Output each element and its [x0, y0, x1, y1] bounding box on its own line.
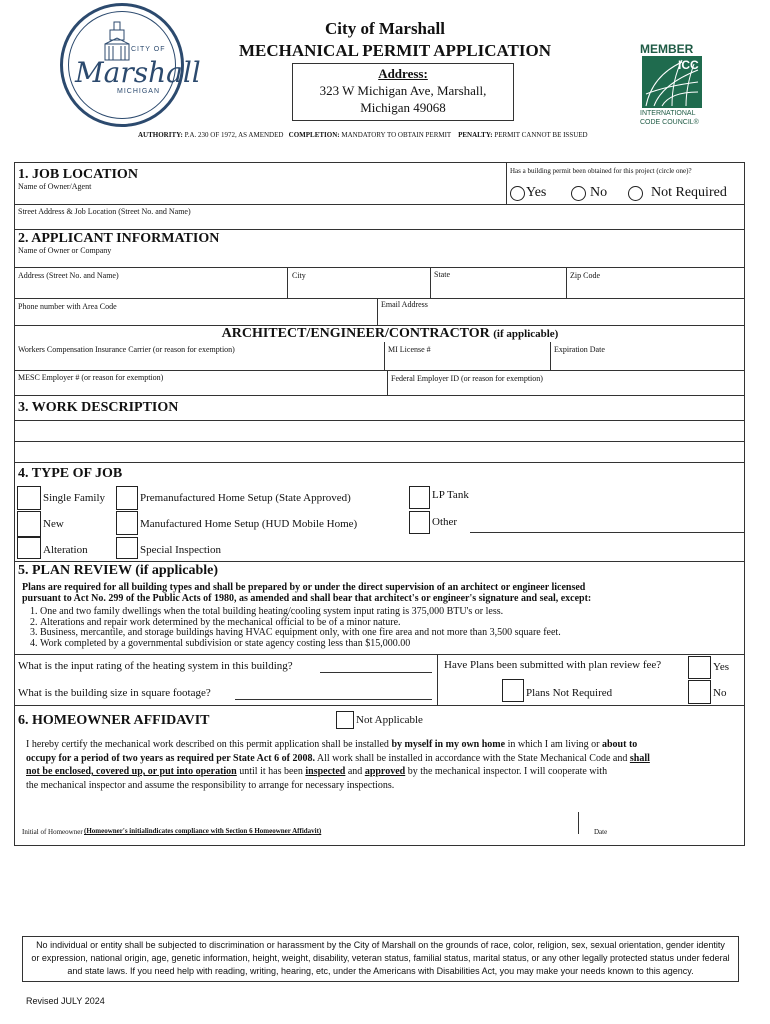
plans-yes-checkbox[interactable] — [688, 656, 711, 679]
city-title: City of Marshall — [325, 19, 445, 38]
form-title: MECHANICAL PERMIT APPLICATION — [238, 41, 551, 60]
affidavit-p3d: and — [345, 766, 365, 777]
date-input[interactable] — [580, 808, 740, 826]
initial-input[interactable] — [20, 808, 570, 826]
premanufactured-checkbox[interactable] — [116, 486, 138, 510]
affidavit-p4: the mechanical inspector and assume the responsibility to arrange for necessary inspections. — [26, 779, 395, 791]
other-input[interactable] — [470, 532, 745, 533]
authority-label: AUTHORITY: — [138, 131, 183, 139]
affidavit-p2b: All work shall be installed in accordance with the State Mechanical Code and — [314, 752, 630, 764]
non-discrimination-notice — [22, 936, 739, 982]
special-inspection-label: Special Inspection — [140, 544, 221, 556]
email-label: Email Address — [381, 300, 428, 309]
section3-title: 3. WORK DESCRIPTION — [18, 400, 179, 415]
address-line1: 323 W Michigan Ave, Marshall, — [319, 83, 487, 98]
permit-not-required-label: Not Required — [651, 185, 727, 200]
section4-title: 4. TYPE OF JOB — [18, 466, 123, 481]
revised-date: Revised JULY 2024 — [26, 996, 105, 1006]
expiration-label: Expiration Date — [554, 345, 605, 354]
seal-city-of: CITY OF — [131, 46, 166, 53]
permit-yes-label: Yes — [526, 185, 547, 200]
permit-yes-radio[interactable] — [510, 186, 525, 201]
icc-abbr: ICC — [678, 58, 699, 72]
address-label: Address: — [378, 66, 428, 81]
notice-line3: and state laws. If you need help with reading, writing, hearing, etc, under the Americans with Disabilities Act, you may make your needs known to this agency. — [67, 966, 694, 976]
affidavit-p2a: occupy for a period of two years as required per State Act 6 of 2008. — [26, 752, 315, 764]
other-label: Other — [432, 516, 458, 528]
plan-exception-item: 4. Work completed by a governmental subdivision or state agency costing less than $15,000.00 — [40, 639, 740, 650]
notice-line1: No individual or entity shall be subjected to discrimination or harassment by the City of Marshall on the grounds of race, color, religion, sex, sexual orientation, gender identity — [36, 940, 725, 950]
penalty-text: PERMIT CANNOT BE ISSUED — [494, 131, 588, 139]
authority-text: P.A. 230 OF 1972, AS AMENDED — [184, 131, 284, 139]
state-label: State — [434, 270, 450, 279]
affidavit-p1a: I hereby certify the mechanical work described on this permit application shall be installed — [26, 739, 392, 750]
other-checkbox[interactable] — [409, 511, 430, 534]
lp-tank-checkbox[interactable] — [409, 486, 430, 509]
initial-label: Initial of Homeowner — [22, 828, 83, 836]
arch-title-suffix: (if applicable) — [493, 328, 559, 340]
plans-yes-label: Yes — [713, 661, 730, 673]
plan-exception-item: 2. Alterations and repair work determined by the mechanical official to be of a minor nature. — [40, 618, 740, 629]
completion-text: MANDATORY TO OBTAIN PERMIT — [341, 131, 452, 139]
plan-exception-item: 1. One and two family dwellings when the total building heating/cooling system input rating is 375,000 BTU's or less. — [40, 607, 740, 618]
permit-no-radio[interactable] — [571, 186, 586, 201]
input-rating-question: What is the input rating of the heating system in this building? — [18, 660, 293, 672]
authority-line — [138, 131, 588, 139]
affidavit-p3e: approved — [364, 766, 406, 777]
plan-exception-item: 3. Business, mercantile, and storage buildings having HVAC equipment only, with one fire area and not more than 3,500 square feet. — [40, 628, 740, 639]
section6-title: 6. HOMEOWNER AFFIDAVIT — [18, 713, 210, 728]
input-rating-input[interactable] — [320, 672, 432, 673]
owner-company-input[interactable] — [140, 246, 740, 264]
icc-line2: CODE COUNCIL® — [640, 119, 699, 126]
plans-not-required-checkbox[interactable] — [502, 679, 524, 702]
seal-michigan: MICHIGAN — [117, 88, 160, 95]
premanufactured-label: Premanufactured Home Setup (State Approved) — [140, 492, 351, 504]
work-description-input[interactable] — [16, 420, 743, 460]
section5-title: 5. PLAN REVIEW (if applicable) — [18, 563, 219, 578]
mi-license-label: MI License # — [388, 345, 431, 354]
manufactured-label: Manufactured Home Setup (HUD Mobile Home) — [140, 518, 358, 530]
single-family-checkbox[interactable] — [17, 486, 41, 510]
section1-title: 1. JOB LOCATION — [18, 167, 138, 182]
building-size-question: What is the building size in square footage? — [18, 687, 211, 699]
federal-id-label: Federal Employer ID (or reason for exemption) — [391, 374, 543, 383]
zip-label: Zip Code — [570, 271, 600, 280]
city-label: City — [292, 271, 306, 280]
address-box — [292, 63, 514, 121]
not-applicable-checkbox[interactable] — [336, 711, 354, 729]
street-input[interactable] — [220, 206, 740, 226]
date-label: Date — [594, 828, 608, 836]
affidavit-p3c: inspected — [305, 766, 346, 777]
affidavit-p1b: by myself in my own home — [391, 739, 506, 750]
completion-label: COMPLETION: — [288, 131, 340, 139]
manufactured-checkbox[interactable] — [116, 511, 138, 535]
alteration-checkbox[interactable] — [17, 537, 41, 559]
permit-no-label: No — [590, 185, 608, 200]
new-checkbox[interactable] — [17, 511, 41, 537]
owner-agent-input[interactable] — [150, 176, 500, 200]
affidavit-p1c: in which I am living or — [505, 739, 602, 750]
penalty-label: PENALTY: — [458, 131, 493, 139]
arch-title-main: ARCHITECT/ENGINEER/CONTRACTOR — [221, 326, 490, 341]
affidavit-p1d: about to — [602, 739, 638, 750]
notice-line2: or expression, national origin, age, genetic information, height, weight, disability, veteran status, familial status, marital status, or any other legally protected status under federal — [31, 953, 730, 963]
mesc-label: MESC Employer # (or reason for exemption) — [18, 373, 164, 382]
lp-tank-label: LP Tank — [432, 489, 469, 501]
initial-note: (Homeowner's initialindicates compliance with Section 6 Homeowner Affidavit) — [84, 827, 322, 835]
address-line2: Michigan 49068 — [360, 100, 446, 115]
seal-name: Marshall — [75, 56, 201, 89]
icc-logo — [640, 42, 710, 138]
section2-title: 2. APPLICANT INFORMATION — [18, 231, 220, 246]
affidavit-p3f: by the mechanical inspector. I will cooperate with — [405, 766, 608, 777]
owner-agent-label: Name of Owner/Agent — [18, 182, 92, 191]
plan-intro-line1: Plans are required for all building types and shall be prepared by or under the direct supervision of an architect or engineer licensed — [22, 582, 586, 593]
permit-question: Has a building permit been obtained for this project (circle one)? — [510, 167, 692, 175]
alteration-label: Alteration — [43, 544, 88, 556]
plans-no-checkbox[interactable] — [688, 680, 711, 704]
affidavit-text — [26, 738, 740, 792]
plan-exceptions-list — [22, 607, 740, 649]
phone-label: Phone number with Area Code — [18, 302, 117, 311]
owner-company-label: Name of Owner or Company — [18, 246, 112, 255]
affidavit-p3a: not be enclosed, covered up, or put into operation — [26, 766, 237, 777]
affidavit-p3b: until it has been — [236, 766, 306, 777]
address-field-label: Address (Street No. and Name) — [18, 271, 119, 280]
not-applicable-label: Not Applicable — [356, 714, 423, 726]
affidavit-p2c: shall — [629, 752, 650, 764]
plan-intro-line2: pursuant to Act No. 299 of the Public Acts of 1980, as amended and shall bear that architect's or engineer's signature and seal, except: — [22, 593, 592, 604]
building-size-input[interactable] — [235, 699, 432, 700]
plans-not-required-label: Plans Not Required — [526, 687, 613, 699]
icc-member: MEMBER — [640, 42, 694, 56]
single-family-label: Single Family — [43, 492, 106, 504]
workers-comp-label: Workers Compensation Insurance Carrier (or reason for exemption) — [18, 345, 235, 354]
permit-not-required-radio[interactable] — [628, 186, 643, 201]
plans-no-label: No — [713, 687, 727, 699]
icc-line1: INTERNATIONAL — [640, 110, 696, 117]
arch-title — [0, 326, 770, 342]
plans-submitted-question: Have Plans been submitted with plan review fee? — [444, 659, 662, 671]
special-inspection-checkbox[interactable] — [116, 537, 138, 559]
street-label: Street Address & Job Location (Street No. and Name) — [18, 207, 191, 216]
new-label: New — [43, 518, 64, 530]
